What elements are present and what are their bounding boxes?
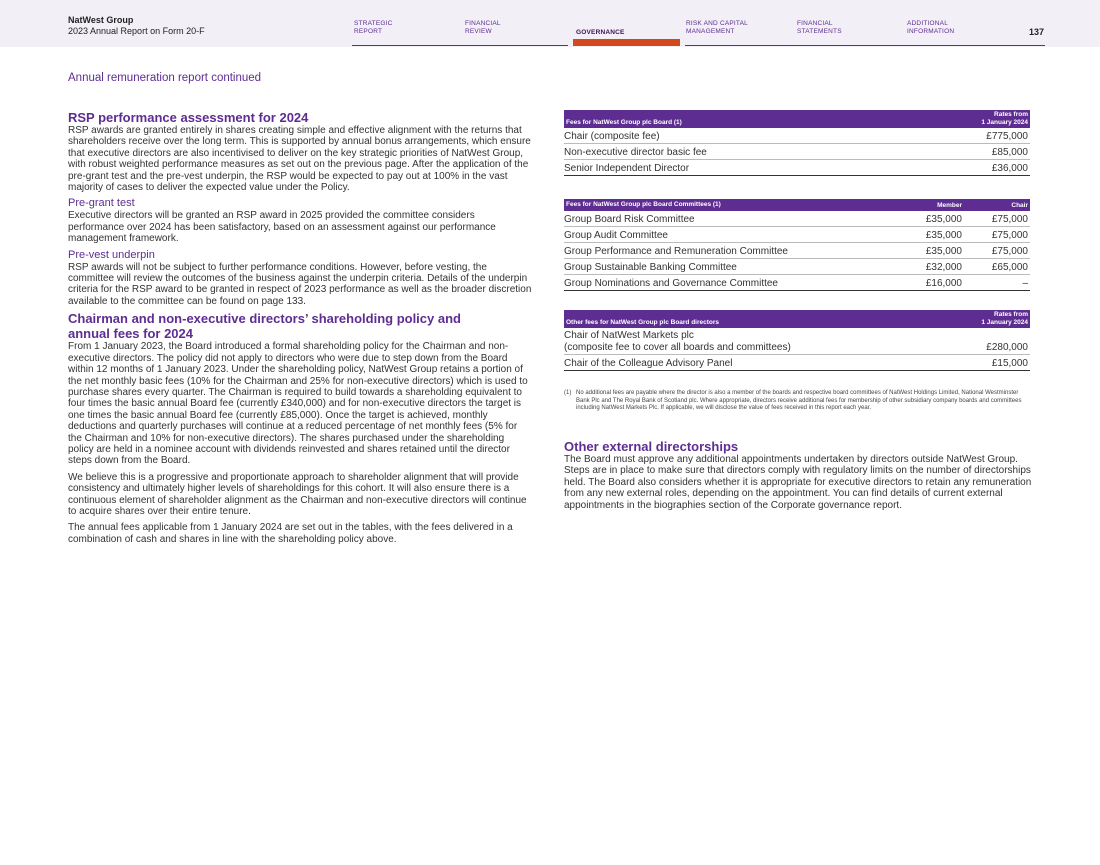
external-directorships-section <box>564 439 1034 511</box>
header-rate: Rates from 1 January 2024 <box>936 110 1030 128</box>
header-member: Member <box>900 199 964 211</box>
table-row: Chair of NatWest Markets plc (composite fee to cover all boards and committees) £280,000 <box>564 330 1028 353</box>
header-chair: Chair <box>964 199 1030 211</box>
pregrant-paragraph: Executive directors will be granted an RSP award in 2025 provided the committee considers performance over 2024 has been satisfactory, based on an assessment against our performance management framework. <box>68 210 496 245</box>
committee-fees-table <box>564 199 1030 291</box>
header-rate: Rates from 1 January 2024 <box>936 310 1030 328</box>
table-row: Group Nominations and Governance Committee £16,000 – <box>564 275 1030 291</box>
chair-shareholding-heading: Chairman and non-executive directors’ shareholding policy and annual fees for 2024 <box>68 311 461 342</box>
nav-governance[interactable]: GOVERNANCE <box>576 29 625 36</box>
table-row: Group Board Risk Committee £35,000 £75,000 <box>564 211 1030 227</box>
table-row: Chair of the Colleague Advisory Panel £15,000 <box>564 355 1030 371</box>
header-label: Fees for NatWest Group plc Board Committees (1) <box>564 199 900 211</box>
rsp-paragraph: RSP awards are granted entirely in shares creating simple and effective alignment with the returns that shareholders receive over the long term. This is supported by annual bonus arrangements, which ensure that executive directors are also incentivised to deliver on the key strategic priorities of NatWest Group, with robust weighted performance measures as set out on the previous page. After the application of the pre-grant test and the pre-vest underpin, the RSP would be expected to pay out at 100% in the vast majority of cases to deliver the expected value under the Policy. <box>68 125 531 194</box>
nav-financial-review[interactable]: FINANCIAL REVIEW <box>465 20 501 35</box>
rsp-heading: RSP performance assessment for 2024 <box>68 110 309 125</box>
table-row: Group Sustainable Banking Committee £32,000 £65,000 <box>564 259 1030 275</box>
left-column <box>68 110 532 545</box>
pregrant-heading: Pre-grant test <box>68 197 135 210</box>
external-heading: Other external directorships <box>564 439 739 454</box>
chair-paragraph-3: The annual fees applicable from 1 January 2024 are set out in the tables, with the fees delivered in a combination of cash and shares in line with the shareholding policy above. <box>68 522 513 545</box>
prevest-paragraph: RSP awards will not be subject to further performance conditions. However, before vesting, the committee will review the outcomes of the business against the underpin criteria. Details of the underpin criteria for the RSP award to be granted in respect of 2023 performance as well as the broader discretion available to the committee can be found on page 133. <box>68 261 532 307</box>
report-brand <box>68 15 205 37</box>
nav-risk-capital-management[interactable]: RISK AND CAPITAL MANAGEMENT <box>686 20 748 35</box>
section-subheading: Annual remuneration report continued <box>68 72 262 84</box>
table-header-row <box>564 199 1030 211</box>
nav-additional-information[interactable]: ADDITIONAL INFORMATION <box>907 20 955 35</box>
page-number: 137 <box>1029 27 1045 37</box>
table-row: Senior Independent Director £36,000 <box>564 160 1030 176</box>
table-row: Non-executive director basic fee £85,000 <box>564 144 1030 160</box>
footnote-text: No additional fees are payable where the director is also a member of the boards and respective board committees of NatWest Holdings Limited, National Westminster Bank Plc and The Royal Bank of Scotland plc. Where appropriate, directors receive additional fees for membership of other subsidiary company boards and committees including NatWest Markets Plc. If applicable, we will disclose the value of fees received in this report each year. <box>576 390 1022 411</box>
nav-underline <box>685 45 1045 46</box>
other-fees-table <box>564 310 1030 371</box>
nav-active-indicator <box>573 39 680 46</box>
table-row: Group Performance and Remuneration Committee £35,000 £75,000 <box>564 243 1030 259</box>
nav-financial-statements[interactable]: FINANCIAL STATEMENTS <box>797 20 842 35</box>
table-header-row <box>564 110 1030 128</box>
header-label: Fees for NatWest Group plc Board (1) <box>564 110 936 128</box>
board-fees-table <box>564 110 1030 176</box>
table-footnote <box>564 390 1030 413</box>
header-label: Other fees for NatWest Group plc Board directors <box>564 310 936 328</box>
external-paragraph: The Board must approve any additional appointments undertaken by directors outside NatWest Group. Steps are in place to make sure that directors comply with regulatory limits on the number of directorships held. The Board also considers whether it is appropriate for executive directors to retain any remuneration from any new external roles, depending on the appointment. You can find details of current external appointments in the biographies section of the Corporate governance report. <box>564 454 1032 511</box>
table-header-row <box>564 310 1030 328</box>
report-title: 2023 Annual Report on Form 20-F <box>68 26 205 36</box>
table-row: Chair (composite fee) £775,000 <box>564 128 1030 144</box>
nav-strategic-report[interactable]: STRATEGIC REPORT <box>354 20 393 35</box>
company-name: NatWest Group <box>68 15 134 25</box>
chair-paragraph-2: We believe this is a progressive and proportionate approach to shareholder alignment that will provide consistency and ultimately higher levels of shareholdings for this cohort. It will also ensure there is a continuous element of shareholder alignment as the Chairman and non-executive directors will continue to acquire shares over their entire tenure. <box>68 471 527 517</box>
nav-underline <box>352 45 568 46</box>
prevest-heading: Pre-vest underpin <box>68 248 155 261</box>
chair-paragraph-1: From 1 January 2023, the Board introduced a formal shareholding policy for the Chairman and non-executive directors. The policy did not apply to directors who were due to step down from the Board within 12 months of 1 January 2023. Under the shareholding policy, NatWest Group retains a portion of the net monthly basic fees (10% for the Chairman and 25% for non-executive directors) which is used to purchase shares every quarter. The Chairman is required to build towards a shareholding equivalent to four times the basic annual Board fee (currently £340,000) and for non-executive directors the target is one times the basic annual Board fee (currently £85,000). Once the target is achieved, monthly deductions and quarterly purchases will continue at a reduced percentage of net monthly fees (5% for the Chairman and 10% for non-executive directors). The shares purchased under the shareholding policy are held in a nominee account with dividends reinvested and shares retained until the director steps down from the Board. <box>68 341 528 467</box>
table-row: Group Audit Committee £35,000 £75,000 <box>564 227 1030 243</box>
footnote-mark: (1) <box>564 390 572 396</box>
